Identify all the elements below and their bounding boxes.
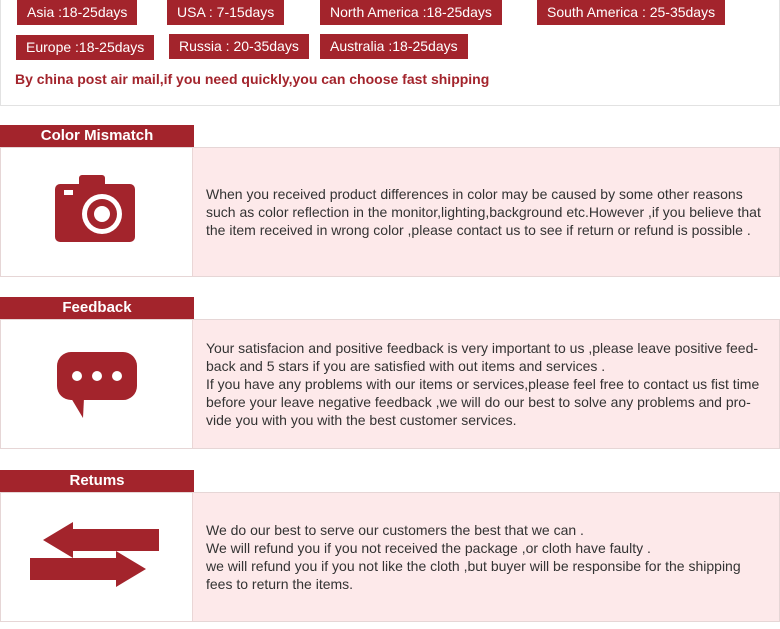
returns-heading: Retums	[0, 470, 194, 492]
color-mismatch-heading: Color Mismatch	[0, 125, 194, 147]
feedback-text-line2: If you have any problems with our items or services,please feel free to contact us fist time before your leave negative feedback ,we will do our best to solve any problems and pro-vide you with you with the best customer services.	[206, 376, 760, 428]
returns-text-panel	[192, 493, 779, 621]
feedback-text-line1: Your satisfacion and positive feedback is very important to us ,please leave positive feed-back and 5 stars if you are satisfied with out items and services .	[206, 340, 759, 374]
shipping-tag-asia: Asia :18-25days	[17, 0, 137, 25]
color-mismatch-text-panel	[192, 148, 779, 276]
chat-bubble-icon	[1, 320, 192, 448]
shipping-tag-europe: Europe :18-25days	[16, 35, 154, 60]
shipping-times-panel	[0, 0, 780, 106]
shipping-tag-south-america: South America : 25-35days	[537, 0, 725, 25]
returns-section	[0, 492, 780, 622]
returns-icon-cell	[1, 493, 192, 621]
color-mismatch-text: When you received product differences in color may be caused by some other reasons such as color reflection in the monitor,lighting,background etc.However ,if you believe that the item received in wrong color ,please contact us to see if return or refund is possible .	[206, 186, 761, 238]
shipping-tag-russia: Russia : 20-35days	[169, 34, 309, 59]
feedback-heading: Feedback	[0, 297, 194, 319]
returns-text-line3: we will refund you if you not like the cloth ,but buyer will be responsibe for the shipping fees to return the items.	[206, 558, 741, 592]
exchange-arrows-icon	[1, 493, 192, 621]
color-mismatch-icon-cell	[1, 148, 192, 276]
color-mismatch-section	[0, 147, 780, 277]
feedback-text-panel	[192, 320, 779, 448]
returns-text-line1: We do our best to serve our customers the best that we can .	[206, 522, 584, 538]
feedback-section	[0, 319, 780, 449]
returns-text-line2: We will refund you if you not received the package ,or cloth have faulty .	[206, 540, 651, 556]
shipping-note: By china post air mail,if you need quickly,you can choose fast shipping	[15, 71, 490, 87]
feedback-icon-cell	[1, 320, 192, 448]
camera-icon	[1, 148, 192, 276]
shipping-tag-australia: Australia :18-25days	[320, 34, 468, 59]
shipping-tag-north-america: North America :18-25days	[320, 0, 502, 25]
shipping-tag-usa: USA : 7-15days	[167, 0, 284, 25]
